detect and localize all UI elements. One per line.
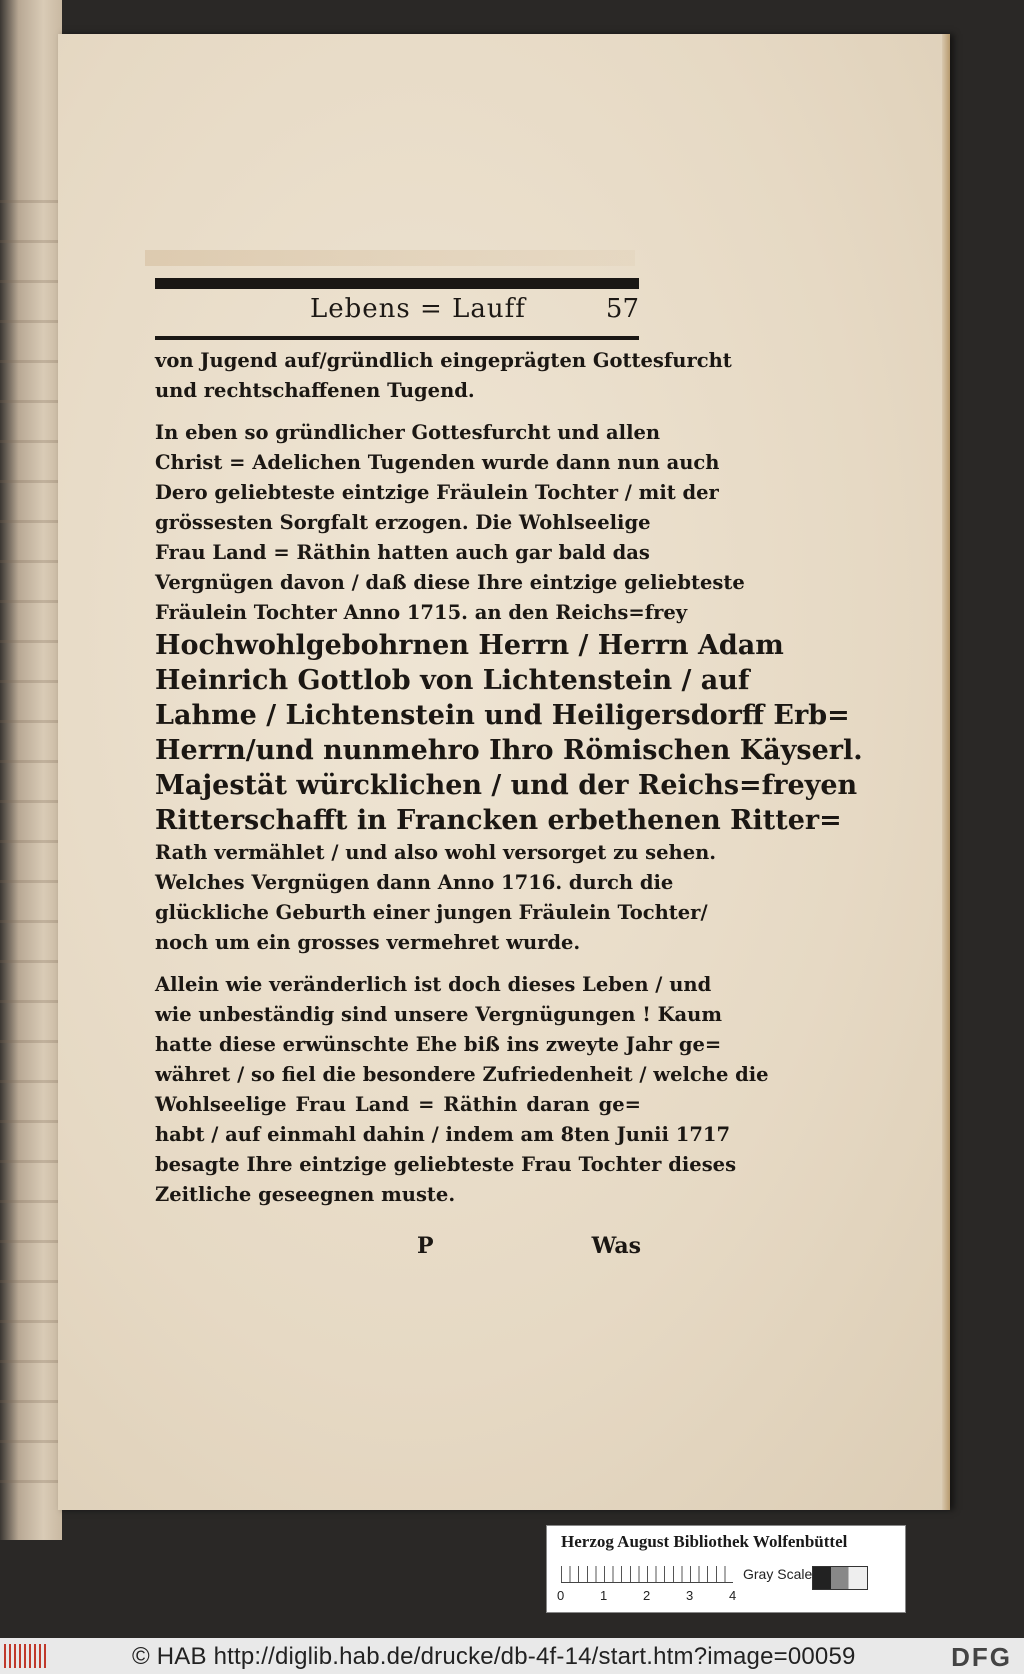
text-line: habt / auf einmahl dahin / indem am 8ten Junii 1717 bbox=[155, 1123, 731, 1146]
ruler-number: 1 bbox=[600, 1588, 608, 1603]
text-line: Herrn/und nunmehro Ihro Römischen Käyserl. bbox=[155, 735, 863, 766]
text-line: Heinrich Gottlob von Lichtenstein / auf bbox=[155, 665, 750, 696]
text-line: Hochwohlgebohrnen Herrn / Herrn Adam bbox=[155, 630, 784, 661]
text-line: Christ = Adelichen Tugenden wurde dann nun auch bbox=[155, 451, 720, 474]
text-line: Zeitliche geseegnen muste. bbox=[155, 1183, 456, 1206]
text-line: Majestät würcklichen / und der Reichs=freyen bbox=[155, 770, 858, 801]
catchline bbox=[155, 1233, 641, 1263]
text-line: hatte diese erwünschte Ehe biß ins zweyte Jahr ge= bbox=[155, 1033, 722, 1056]
copyright-url[interactable]: © HAB http://diglib.hab.de/drucke/db-4f-14/start.htm?image=00059 bbox=[132, 1643, 856, 1670]
text-line: wie unbeständig sind unsere Vergnügungen ! Kaum bbox=[155, 1003, 722, 1026]
text-line: Wohlseelige Frau Land = Räthin daran ge= bbox=[155, 1093, 641, 1116]
text-line: Rath vermählet / und also wohl versorget zu sehen. bbox=[155, 841, 717, 864]
bleed-through-lines bbox=[0, 200, 60, 1500]
text-line: Fräulein Tochter Anno 1715. an den Reichs=frey bbox=[155, 601, 688, 624]
text-line: Allein wie veränderlich ist doch dieses Leben / und bbox=[155, 973, 712, 996]
header-rule-thick bbox=[155, 278, 639, 289]
library-name: Herzog August Bibliothek Wolfenbüttel bbox=[561, 1532, 848, 1551]
hab-logo-icon bbox=[4, 1644, 48, 1668]
text-line: besagte Ihre eintzige geliebteste Frau Tochter dieses bbox=[155, 1153, 737, 1176]
text-line: Lahme / Lichtenstein und Heiligersdorff Erb= bbox=[155, 700, 850, 731]
text-line: von Jugend auf/gründlich eingeprägten Gottesfurcht bbox=[155, 349, 732, 372]
catchword: Was bbox=[591, 1233, 641, 1259]
bleed-through-band bbox=[145, 250, 635, 266]
gray-scale-label: Gray Scale bbox=[743, 1566, 813, 1582]
text-line: noch um ein grosses vermehret wurde. bbox=[155, 931, 581, 954]
running-head bbox=[155, 292, 639, 332]
text-line: Vergnügen davon / daß diese Ihre eintzige geliebteste bbox=[155, 571, 745, 594]
text-line: In eben so gründlicher Gottesfurcht und allen bbox=[155, 421, 661, 444]
paragraph-gap bbox=[155, 406, 641, 418]
text-line: Dero geliebteste eintzige Fräulein Tochter / mit der bbox=[155, 481, 719, 504]
ruler-number: 2 bbox=[643, 1588, 651, 1603]
library-label-card bbox=[546, 1525, 906, 1613]
page-number: 57 bbox=[605, 294, 639, 324]
gray-scale-swatch bbox=[812, 1566, 868, 1590]
ruler-number: 4 bbox=[729, 1588, 737, 1603]
text-line: und rechtschaffenen Tugend. bbox=[155, 379, 475, 402]
dfg-logo: DFG bbox=[951, 1642, 1012, 1672]
text-line: währet / so fiel die besondere Zufriedenheit / welche die bbox=[155, 1063, 769, 1086]
text-line: Welches Vergnügen dann Anno 1716. durch die bbox=[155, 871, 674, 894]
body-text bbox=[155, 346, 863, 1210]
text-line: Ritterschafft in Francken erbethenen Ritter= bbox=[155, 805, 842, 836]
text-line: glückliche Geburth einer jungen Fräulein Tochter/ bbox=[155, 901, 708, 924]
viewer-footer bbox=[0, 1638, 1024, 1674]
scale-ruler bbox=[561, 1566, 733, 1583]
paragraph-gap bbox=[155, 958, 641, 970]
running-head-title: Lebens = Lauff bbox=[310, 294, 526, 324]
adjacent-page-edge bbox=[0, 0, 62, 1540]
ruler-number: 3 bbox=[686, 1588, 694, 1603]
text-line: grössesten Sorgfalt erzogen. Die Wohlseelige bbox=[155, 511, 651, 534]
text-line: Frau Land = Räthin hatten auch gar bald das bbox=[155, 541, 650, 564]
ruler-number: 0 bbox=[557, 1588, 565, 1603]
signature-mark: P bbox=[417, 1233, 434, 1259]
header-rule-thin bbox=[155, 336, 639, 340]
ruler-numbers bbox=[557, 1588, 757, 1606]
